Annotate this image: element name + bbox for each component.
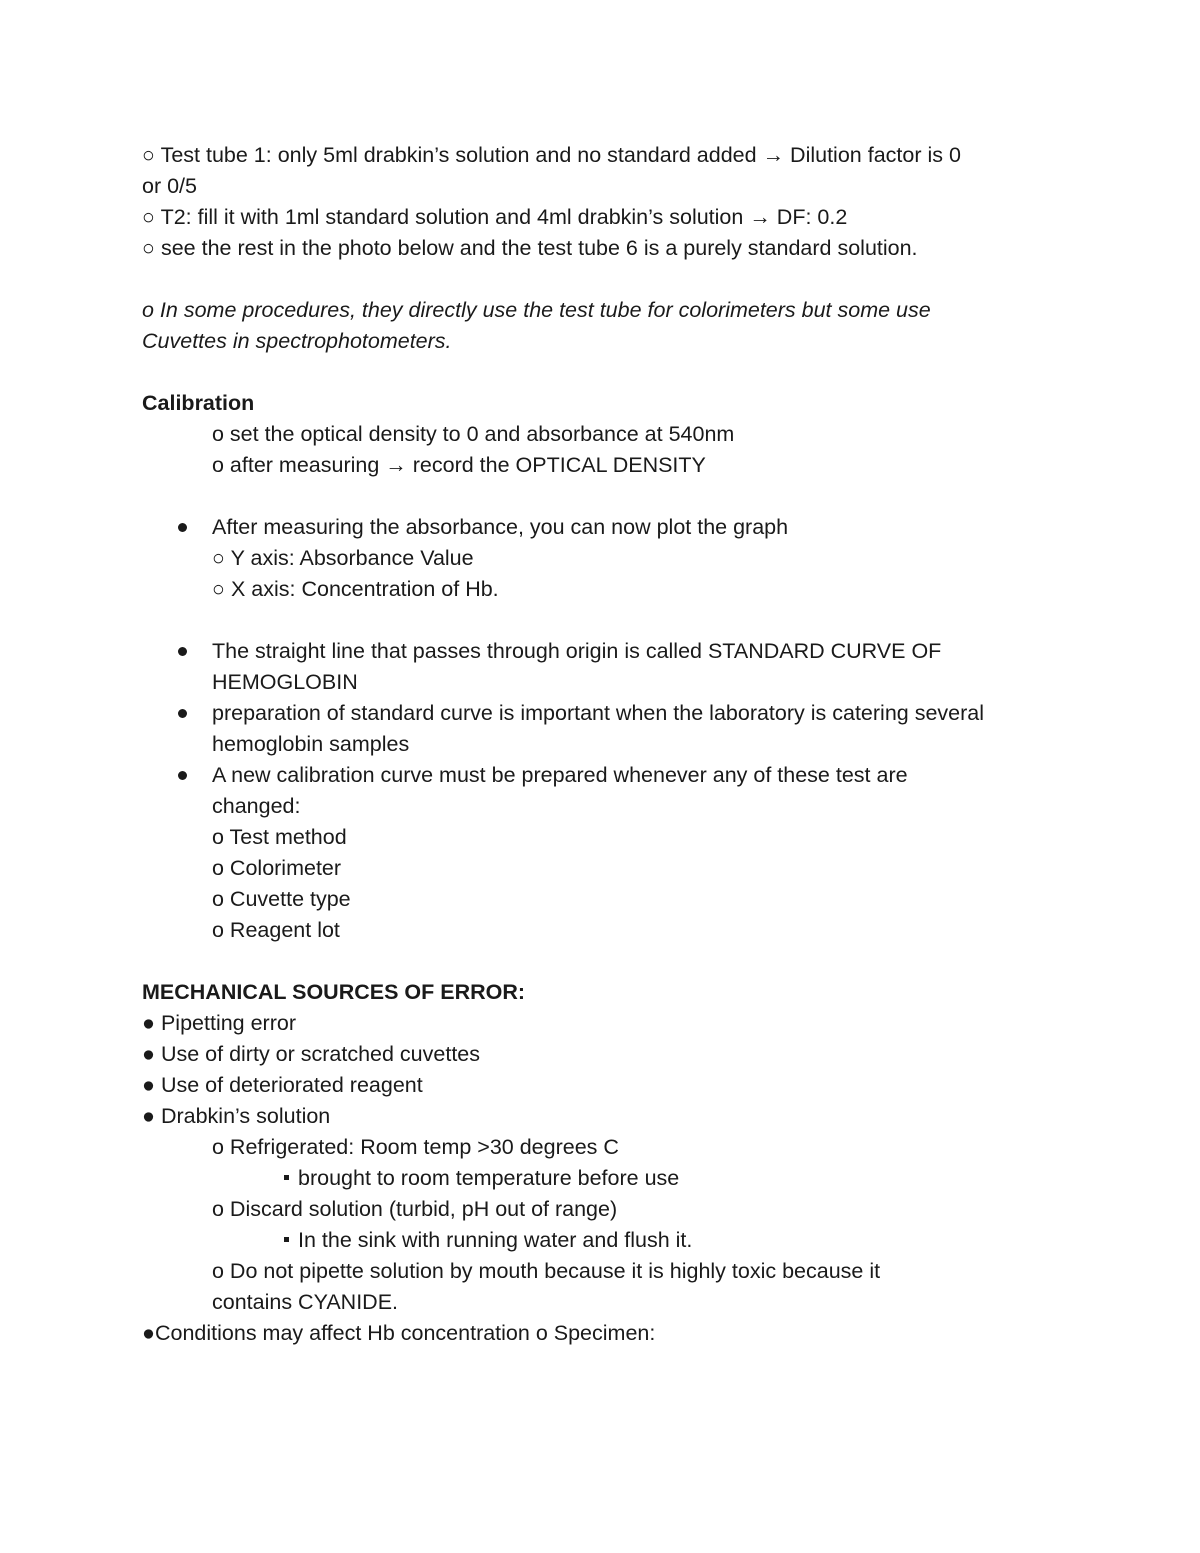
curve-bullet	[142, 698, 1072, 760]
curve-bullet	[142, 636, 1072, 698]
error-item: ● Use of deteriorated reagent	[142, 1073, 423, 1097]
graph-bullet	[142, 512, 1072, 605]
change-item: o Cuvette type	[212, 887, 351, 911]
graph-bullet-text: After measuring the absorbance, you can now plot the graph	[212, 515, 789, 539]
bullet-icon	[178, 647, 187, 656]
intro-test-tube-1: ○ Test tube 1: only 5ml drabkin’s solution and no standard added → Dilution factor is 0	[142, 143, 961, 167]
intro-test-tube-1-cont: or 0/5	[142, 174, 197, 198]
error-sub-item: o Refrigerated: Room temp >30 degrees C	[212, 1135, 619, 1159]
error-sub-item: o Discard solution (turbid, pH out of range)	[212, 1197, 618, 1221]
calibration-heading: Calibration	[142, 391, 255, 415]
spacer	[142, 481, 1072, 512]
bullet-icon	[178, 523, 187, 532]
change-item: o Colorimeter	[212, 856, 342, 880]
error-sub-sub-item	[142, 1163, 1072, 1194]
intro-italic-note-cont: Cuvettes in spectrophotometers.	[142, 329, 452, 353]
spacer	[142, 357, 1072, 388]
square-bullet-icon	[284, 1237, 289, 1242]
bullet-icon	[178, 771, 187, 780]
curve-bullet-text: A new calibration curve must be prepared whenever any of these test are changed:	[212, 763, 908, 818]
curve-bullet-text: preparation of standard curve is important when the laboratory is catering several hemoglobin samples	[212, 701, 985, 756]
error-item: ● Use of dirty or scratched cuvettes	[142, 1042, 481, 1066]
curve-bullet-text: The straight line that passes through origin is called STANDARD CURVE OF HEMOGLOBIN	[212, 639, 942, 694]
change-item: o Test method	[212, 825, 347, 849]
error-sub-sub-item	[142, 1225, 1072, 1256]
errors-heading: MECHANICAL SOURCES OF ERROR:	[142, 980, 526, 1004]
spacer	[142, 605, 1072, 636]
conditions-item: ●Conditions may affect Hb concentration o Specimen:	[142, 1321, 656, 1345]
error-sub-sub-text: brought to room temperature before use	[298, 1166, 680, 1190]
error-sub-item-cont: contains CYANIDE.	[212, 1290, 399, 1314]
calibration-item: o after measuring → record the OPTICAL DENSITY	[212, 453, 706, 477]
square-bullet-icon	[284, 1175, 289, 1180]
curve-bullet	[142, 760, 1072, 946]
bullet-icon	[178, 709, 187, 718]
error-sub-sub-text: In the sink with running water and flush it.	[298, 1228, 693, 1252]
error-item: ● Drabkin’s solution	[142, 1104, 331, 1128]
spacer	[142, 264, 1072, 295]
change-item: o Reagent lot	[212, 918, 340, 942]
intro-see-rest: ○ see the rest in the photo below and the test tube 6 is a purely standard solution.	[142, 236, 918, 260]
intro-italic-note: o In some procedures, they directly use the test tube for colorimeters but some use	[142, 298, 931, 322]
document-page	[142, 140, 1072, 1349]
graph-y-axis: ○ Y axis: Absorbance Value	[212, 546, 474, 570]
calibration-item: o set the optical density to 0 and absorbance at 540nm	[212, 422, 735, 446]
error-sub-item: o Do not pipette solution by mouth because it is highly toxic because it	[212, 1259, 881, 1283]
graph-x-axis: ○ X axis: Concentration of Hb.	[212, 577, 499, 601]
spacer	[142, 946, 1072, 977]
intro-test-tube-2: ○ T2: fill it with 1ml standard solution and 4ml drabkin’s solution → DF: 0.2	[142, 205, 848, 229]
error-item: ● Pipetting error	[142, 1011, 296, 1035]
